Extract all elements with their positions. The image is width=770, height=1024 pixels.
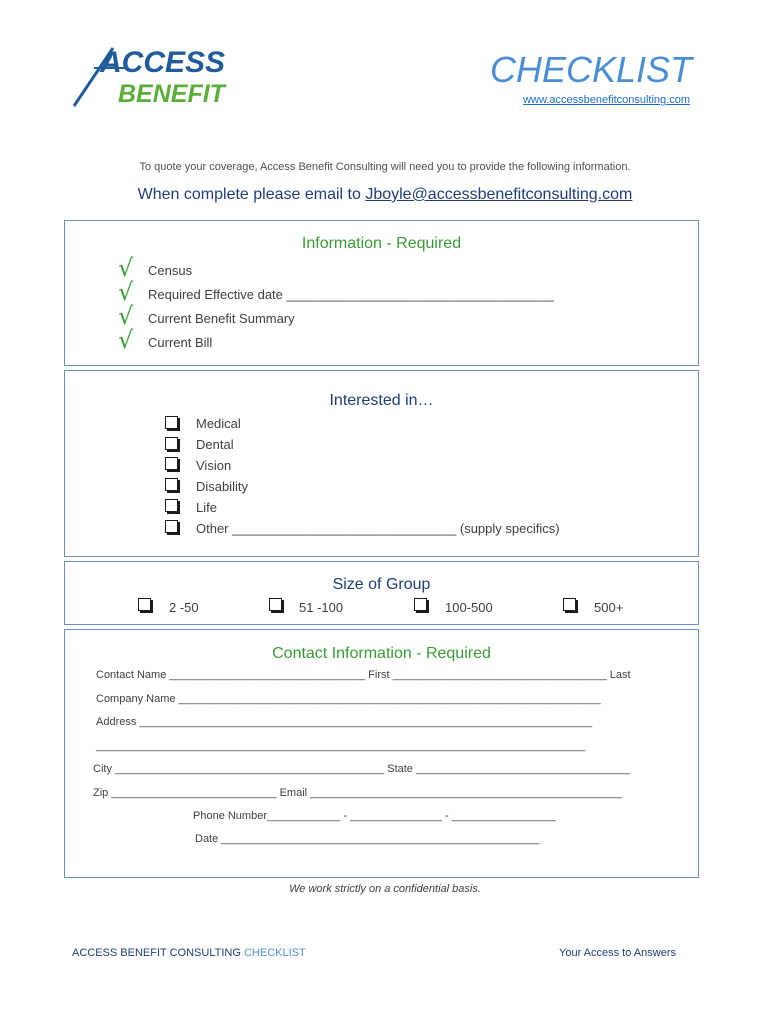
website-link[interactable]: www.accessbenefitconsulting.com <box>523 94 690 106</box>
checkbox-life[interactable] <box>165 499 178 512</box>
logo-text-benefit: BENEFIT <box>118 80 225 108</box>
interest-item-medical: Medical <box>196 416 241 431</box>
page-title: CHECKLIST <box>489 49 692 90</box>
interest-item-disability: Disability <box>196 479 249 494</box>
footer-left-main: ACCESS BENEFIT CONSULTING <box>72 947 244 959</box>
checkbox-size-100-500[interactable] <box>414 598 427 611</box>
zip-email-field[interactable]: Zip ___________________________ Email ___________________________________________________ <box>93 787 623 799</box>
checkbox-other[interactable] <box>165 520 178 533</box>
email-link[interactable]: Jboyle@accessbenefitconsulting.com <box>365 186 633 203</box>
email-instruction <box>0 186 770 204</box>
required-item: Current Benefit Summary <box>148 311 295 326</box>
interest-item-other: Other _______________________________ (supply specifics) <box>196 521 560 536</box>
intro-text: To quote your coverage, Access Benefit Consulting will need you to provide the following information. <box>139 161 631 173</box>
required-item: Required Effective date _____________________________________ <box>148 287 555 302</box>
size-option: 100-500 <box>445 600 493 615</box>
checkbox-disability[interactable] <box>165 478 178 491</box>
info-required-heading: Information - Required <box>301 235 462 252</box>
interest-item-dental: Dental <box>196 437 234 452</box>
checkbox-medical[interactable] <box>165 416 178 429</box>
interested-heading: Interested in… <box>329 392 434 409</box>
checkmark-icon: √ <box>118 302 134 330</box>
logo-text-access: ACCESS <box>100 46 226 79</box>
required-item: Census <box>148 263 193 278</box>
size-option: 500+ <box>594 600 624 615</box>
footer-left <box>72 947 306 959</box>
checkbox-vision[interactable] <box>165 457 178 470</box>
address-field[interactable]: Address __________________________________________________________________________ <box>96 716 593 728</box>
size-option: 2 -50 <box>169 600 199 615</box>
contact-heading: Contact Information - Required <box>272 645 491 662</box>
size-option: 51 -100 <box>299 600 344 615</box>
checkbox-size-51-100[interactable] <box>269 598 282 611</box>
footer-left-accent: CHECKLIST <box>243 947 306 959</box>
confidential-note: We work strictly on a confidential basis. <box>289 883 481 895</box>
checkmark-icon: √ <box>118 326 134 354</box>
interest-item-life: Life <box>196 500 217 515</box>
checkbox-dental[interactable] <box>165 437 178 450</box>
city-state-field[interactable]: City ____________________________________________ State ___________________________________ <box>93 763 631 775</box>
checkmark-icon: √ <box>118 254 134 282</box>
required-item: Current Bill <box>148 335 213 350</box>
email-prefix: When complete please email to <box>137 186 366 203</box>
checkmark-icon: √ <box>118 278 134 306</box>
company-name-field[interactable]: Company Name _____________________________________________________________________ <box>96 693 601 705</box>
footer-right: Your Access to Answers <box>559 947 676 959</box>
address-line2-field[interactable]: ________________________________________________________________________________ <box>96 740 586 752</box>
contact-name-field[interactable]: Contact Name ________________________________ First ___________________________________ Last <box>96 669 631 681</box>
checkbox-size-2-50[interactable] <box>138 598 151 611</box>
interest-item-vision: Vision <box>196 458 232 473</box>
phone-field[interactable]: Phone Number____________ - _______________ - _________________ <box>193 810 556 822</box>
checkbox-size-500-plus[interactable] <box>563 598 576 611</box>
date-field[interactable]: Date ____________________________________________________ <box>195 833 540 845</box>
group-size-heading: Size of Group <box>332 576 431 593</box>
